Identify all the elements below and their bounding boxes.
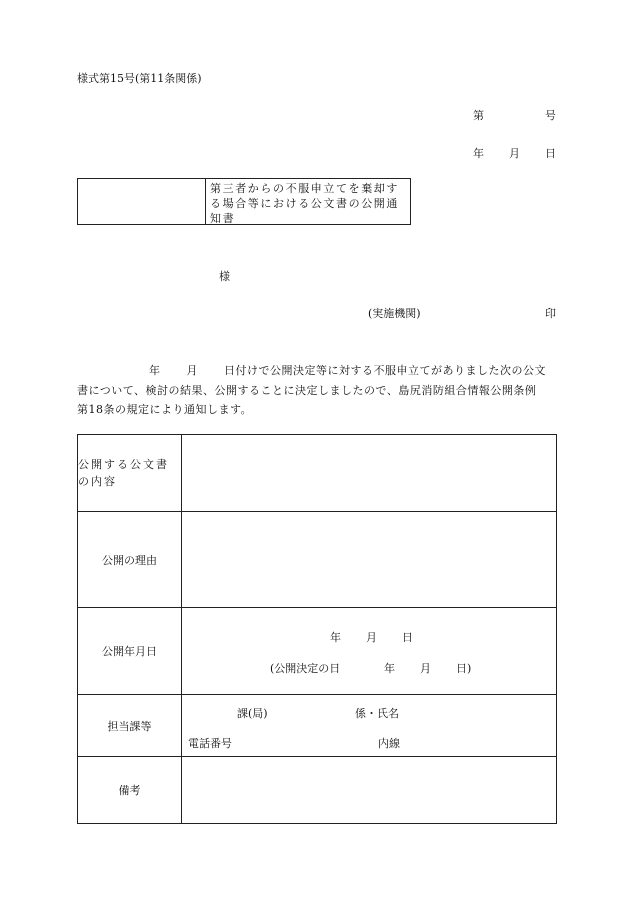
table-row [78, 435, 557, 512]
decision-day: 日) [456, 661, 472, 675]
decision-month: 月 [420, 661, 431, 675]
issue-date-day: 日 [545, 147, 556, 160]
section-label: 課(局) [237, 706, 268, 720]
issuer-label: (実施機関) [368, 307, 421, 320]
table-row [78, 695, 557, 757]
row-label-disclosure-date: 公開年月日 [78, 608, 182, 695]
decision-date-prefix: (公開決定の日 [270, 661, 341, 675]
row-label-department: 担当課等 [78, 695, 182, 757]
body-line2: 書について、検討の結果、公開することに決定しましたので、島尻消防組合情報公開条例 [77, 383, 537, 397]
addressee-honorific: 様 [219, 270, 230, 283]
issue-date-month: 月 [509, 147, 520, 160]
table-row [78, 512, 557, 608]
form-number: 様式第15号(第11条関係) [77, 72, 202, 85]
disclosure-date-field[interactable] [182, 608, 557, 695]
body-paragraph [77, 361, 557, 420]
document-title: 第三者からの不服申立てを棄却する場合等における公文書の公開通知書 [210, 182, 399, 225]
title-blank-cell [78, 179, 206, 224]
document-content-field[interactable] [182, 435, 557, 512]
table-row [78, 608, 557, 695]
extension-label: 内線 [378, 736, 400, 750]
disclosure-month: 月 [366, 630, 377, 644]
issue-date-year: 年 [473, 147, 484, 160]
row-label-reason: 公開の理由 [78, 512, 182, 608]
remarks-field[interactable] [182, 757, 557, 824]
table-row [78, 757, 557, 824]
phone-label: 電話番号 [188, 736, 232, 750]
reason-field[interactable] [182, 512, 557, 608]
staff-name-label: 係・氏名 [355, 706, 399, 720]
department-field[interactable] [182, 695, 557, 757]
title-box [77, 178, 411, 225]
document-number-prefix: 第 [473, 109, 484, 122]
disclosure-year: 年 [330, 630, 341, 644]
disclosure-day: 日 [402, 630, 413, 644]
body-line3: 第18条の規定により通知します。 [77, 403, 253, 416]
body-line1: 日付けで公開決定等に対する不服申立てがありました次の公文 [224, 364, 546, 377]
document-number-suffix: 号 [545, 109, 556, 122]
notice-table [77, 434, 557, 824]
body-month: 月 [186, 364, 198, 377]
row-label-remarks: 備考 [78, 757, 182, 824]
seal-mark: 印 [545, 307, 556, 320]
body-year: 年 [149, 364, 161, 377]
decision-year: 年 [384, 661, 395, 675]
row-label-document-content: 公開する公文書の内容 [78, 435, 182, 512]
